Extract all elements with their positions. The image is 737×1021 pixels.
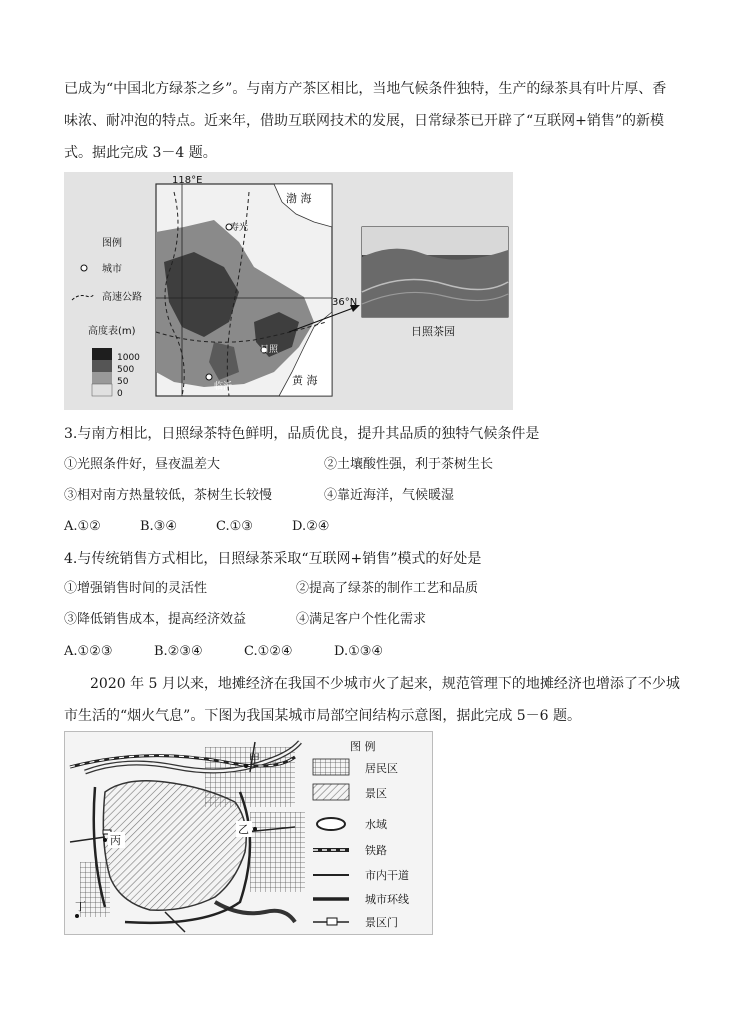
point-bing: [103, 838, 107, 842]
huanghai-label: 黄 海: [292, 374, 318, 387]
rizhao-map-figure: [64, 172, 513, 410]
legend-scenic: 景区: [365, 787, 387, 800]
residential-area-2: [250, 812, 305, 892]
elev-swatch-500: [92, 360, 112, 372]
passage1-line1: 已成为“中国北方绿茶之乡”。与南方产茶区相比，当地气候条件独特，生产的绿茶具有叶片厚、香: [64, 81, 667, 97]
q3-choice-a: A.①②: [64, 519, 101, 534]
q4-stem: 4.与传统销售方式相比，日照绿茶采取“互联网+销售”模式的好处是: [64, 551, 482, 567]
city-label-shouguang: 寿光: [230, 223, 249, 233]
q3-choice-d: D.②④: [292, 519, 330, 534]
label-ding: 丁: [75, 900, 86, 913]
city-label-linyi: 临沂: [214, 382, 233, 392]
legend-residential: 居民区: [365, 762, 398, 775]
point-jia: [244, 764, 248, 768]
elev-label-0: 0: [117, 389, 123, 399]
elev-label-500: 500: [117, 365, 135, 375]
water-lake: [215, 902, 295, 922]
q4-choice-a: A.①②③: [64, 644, 113, 659]
q4-option-3: ③降低销售成本，提高经济效益: [64, 612, 247, 627]
photo-caption: 日照茶园: [411, 325, 455, 338]
city-label-rizhao: 日照: [260, 345, 279, 355]
photo-hills: [362, 249, 508, 317]
passage2-line1: 2020 年 5 月以来，地摊经济在我国不少城市火了起来，规范管理下的地摊经济也增添了不少城: [90, 676, 680, 692]
q4-option-2: ②提高了绿茶的制作工艺和品质: [296, 581, 479, 596]
legend-title: 图例: [102, 238, 122, 249]
legend-railway: 铁路: [365, 844, 387, 857]
q4-choice-c: C.①②④: [244, 644, 293, 659]
q4-option-4: ④满足客户个性化需求: [296, 612, 427, 627]
q4-choice-d: D.①③④: [334, 644, 384, 659]
legend-arterial: 市内干道: [365, 869, 409, 882]
elev-swatch-0: [92, 384, 112, 396]
latitude-label: 36°N: [332, 297, 358, 308]
label-bing: 丙: [110, 834, 121, 847]
label-yi: 乙: [238, 823, 249, 836]
elev-swatch-50: [92, 372, 112, 384]
passage2-line2: 市生活的“烟火气息”。下图为我国某城市局部空间结构示意图，据此完成 5－6 题。: [64, 708, 582, 724]
bohai-label: 渤 海: [286, 192, 312, 205]
point-ding: [75, 914, 79, 918]
legend-scenic-icon: [313, 784, 349, 800]
elev-label-50: 50: [117, 377, 129, 387]
passage1-line2: 味浓、耐冲泡的特点。近来年，借助互联网技术的发展，日常绿茶已开辟了“互联网+销售”的新模: [64, 113, 665, 129]
q3-option-3: ③相对南方热量较低，茶树生长较慢: [64, 488, 273, 503]
q3-option-4: ④靠近海洋，气候暖湿: [324, 488, 455, 503]
legend-highway: 高速公路: [102, 292, 142, 303]
legend-gate: 景区门: [365, 916, 398, 929]
point-yi: [253, 827, 257, 831]
legend-water: 水域: [365, 818, 387, 831]
city-marker-linyi: [206, 374, 212, 380]
q4-option-1: ①增强销售时间的灵活性: [64, 581, 208, 596]
legend-water-icon: [317, 818, 345, 830]
city-structure-figure: [64, 731, 433, 935]
legend-title-2: 图 例: [350, 740, 376, 753]
q3-choice-c: C.①③: [216, 519, 253, 534]
legend-city-icon: [81, 265, 87, 271]
q3-stem: 3.与南方相比，日照绿茶特色鲜明，品质优良，提升其品质的独特气候条件是: [64, 426, 540, 442]
legend-elev-title: 高度表(m): [88, 326, 136, 337]
q3-choice-b: B.③④: [140, 519, 177, 534]
q3-option-1: ①光照条件好，昼夜温差大: [64, 457, 221, 472]
longitude-label: 118°E: [172, 175, 203, 186]
q4-choice-b: B.②③④: [154, 644, 203, 659]
elev-label-1000: 1000: [117, 353, 140, 363]
legend-highway-icon: [72, 294, 94, 300]
legend-residential-icon: [313, 759, 349, 775]
legend-ring: 城市环线: [365, 893, 409, 906]
label-jia: 甲: [249, 752, 260, 765]
legend-gate-icon: [327, 918, 337, 925]
q3-option-2: ②土壤酸性强，利于茶树生长: [324, 457, 494, 472]
legend-city: 城市: [102, 264, 122, 275]
elev-swatch-1000: [92, 348, 112, 360]
passage1-line3: 式。据此完成 3－4 题。: [64, 145, 217, 161]
